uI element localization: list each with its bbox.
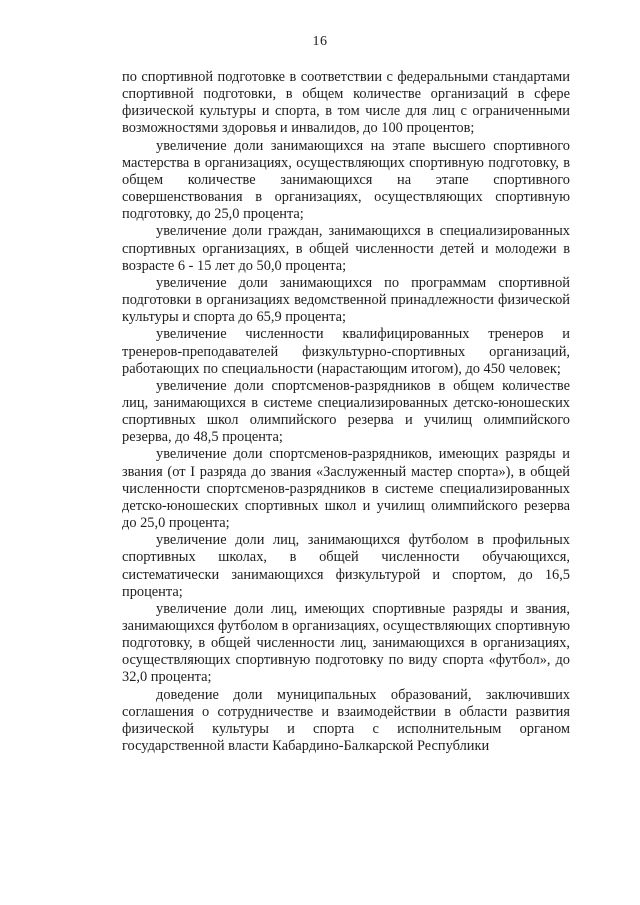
paragraph: увеличение доли граждан, занимающихся в специализированных спортивных организациях, в общей численности детей и молодежи в возрасте 6 - 15 лет до 50,0 процента; — [122, 223, 570, 274]
paragraph-continuation: по спортивной подготовке в соответствии с федеральными стандартами спортивной подготовки, в общем количестве организаций в сфере физической культуры и спорта, в том числе для лиц с ограниченными возможностями здоровья и инвалидов, до 100 процентов; — [122, 69, 570, 137]
paragraph: увеличение доли лиц, имеющих спортивные разряды и звания, занимающихся футболом в организациях, осуществляющих спортивную подготовку, в общей численности лиц, занимающихся в организациях, осуществляющих спортивную подготовку по виду спорта «футбол», до 32,0 процента; — [122, 600, 570, 686]
page-number: 16 — [312, 34, 328, 49]
paragraph: увеличение доли спортсменов-разрядников, имеющих разряды и звания (от I разряда до звания «Заслуженный мастер спорта»), в общей численности спортсменов-разрядников в системе специализированных детско-юношеских спортивных школ и училищ олимпийского резерва до 25,0 процента; — [122, 446, 570, 532]
paragraph: увеличение доли занимающихся на этапе высшего спортивного мастерства в организациях, осуществляющих спортивную подготовку, в общем количестве занимающихся на этапе спортивного совершенствования в организациях, осуществляющих спортивную подготовку, до 25,0 процента; — [122, 137, 570, 223]
paragraph: увеличение доли спортсменов-разрядников в общем количестве лиц, занимающихся в системе специализированных детско-юношеских спортивных школ олимпийского резерва и училищ олимпийского резерва, до 48,5 процента; — [122, 377, 570, 446]
document-body — [122, 69, 570, 755]
paragraph: увеличение доли лиц, занимающихся футболом в профильных спортивных школах, в общей численности обучающихся, систематически занимающихся физкультурой и спортом, до 16,5 процента; — [122, 532, 570, 600]
paragraph: доведение доли муниципальных образований, заключивших соглашения о сотрудничестве и взаимодействии в области развития физической культуры и спорта с исполнительным органом государственной власти Кабардино-Балкарской Республики — [122, 686, 570, 755]
paragraph: увеличение доли занимающихся по программам спортивной подготовки в организациях ведомственной принадлежности физической культуры и спорта до 65,9 процента; — [122, 274, 570, 326]
paragraph: увеличение численности квалифицированных тренеров и тренеров-преподавателей физкультурно-спортивных организаций, работающих по специальности (нарастающим итогом), до 450 человек; — [122, 326, 570, 377]
